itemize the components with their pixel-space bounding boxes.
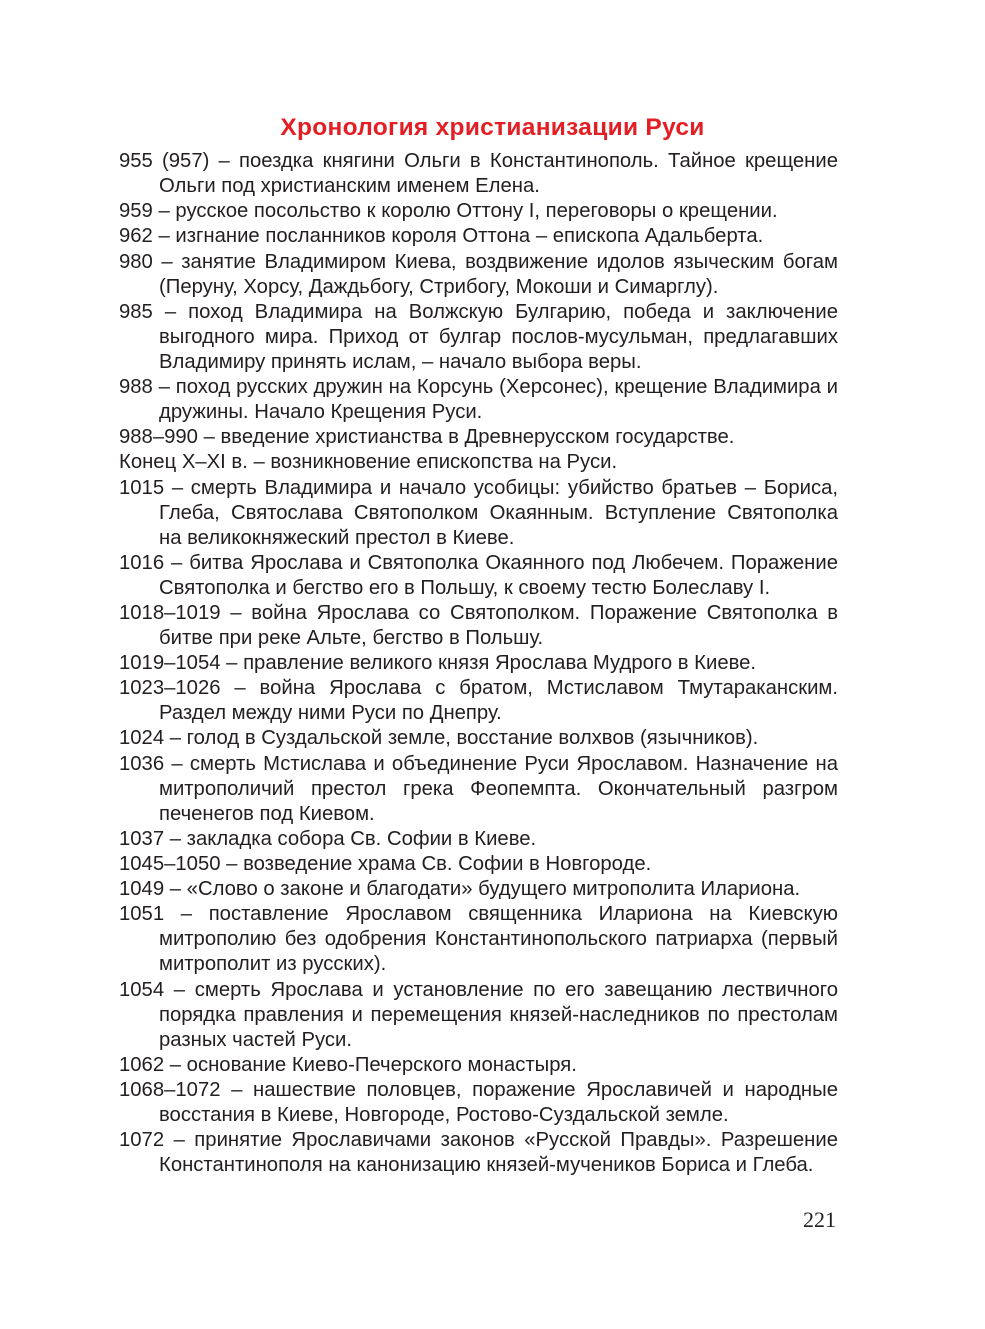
chronology-entry-1068-1072: 1068–1072 – нашествие половцев, поражение Ярославичей и народные восстания в Киеве, Новгороде, Ростово-Суздальской земле. xyxy=(119,1078,838,1126)
chronology-entry-1018-1019: 1018–1019 – война Ярослава со Святополком. Поражение Святополка в битве при реке Альте, бегство в Польшу. xyxy=(119,601,838,649)
chronology-entry-1054: 1054 – смерть Ярослава и установление по его завещанию лествичного порядка правления и перемещения князей-наследников по престолам разных частей Руси. xyxy=(119,978,838,1051)
page-number: 221 xyxy=(803,1207,836,1232)
chronology-entry-980: 980 – занятие Владимиром Киева, воздвижение идолов языческим богам (Перуну, Хорсу, Даждьбогу, Стрибогу, Мокоши и Симарглу). xyxy=(119,250,838,298)
chronology-entry-1016: 1016 – битва Ярослава и Святополка Окаянного под Любечем. Поражение Святополка и бегство его в Польшу, к своему тестю Болеславу I. xyxy=(119,551,838,599)
chronology-entry-1023-1026: 1023–1026 – война Ярослава с братом, Мстиславом Тмутараканским. Раздел между ними Руси по Днепру. xyxy=(119,677,838,725)
chronology-entry-1015: 1015 – смерть Владимира и начало усобицы: убийство братьев – Бориса, Глеба, Святослава Святополком Окаянным. Вступление Святополка на великокняжеский престол в Киеве. xyxy=(119,476,838,549)
chronology-entry-1036: 1036 – смерть Мстислава и объединение Руси Ярославом. Назначение на митрополичий престол грека Феопемпта. Окончательный разгром печенегов под Киевом. xyxy=(119,752,838,825)
chronology-entry-1062: 1062 – основание Киево-Печерского монастыря. xyxy=(119,1053,577,1076)
chronology-entry-1049: 1049 – «Слово о законе и благодати» будущего митрополита Илариона. xyxy=(119,878,801,901)
chronology-entry-955: 955 (957) – поездка княгини Ольги в Константинополь. Тайное крещение Ольги под христианским именем Елена. xyxy=(119,150,838,197)
chronology-entry-1019-1054: 1019–1054 – правление великого князя Ярослава Мудрого в Киеве. xyxy=(119,652,757,675)
chronology-entry-985: 985 – поход Владимира на Волжскую Булгарию, победа и заключение выгодного мира. Приход от булгар послов-мусульман, предлагавших Владимиру принять ислам, – начало выбора веры. xyxy=(119,300,838,373)
chronology-entry-late-x-xi: Конец X–XI в. – возникновение епископства на Руси. xyxy=(119,451,618,474)
chronology-entry-988: 988 – поход русских дружин на Корсунь (Херсонес), крещение Владимира и дружины. Начало Крещения Руси. xyxy=(119,375,838,423)
chronology-entry-1072: 1072 – принятие Ярославичами законов «Русской Правды». Разрешение Константинополя на канонизацию князей-мучеников Бориса и Глеба. xyxy=(119,1129,838,1177)
chronology-list xyxy=(119,149,838,1178)
chronology-entry-962: 962 – изгнание посланников короля Оттона – епископа Адальберта. xyxy=(119,225,764,248)
chronology-entry-1024: 1024 – голод в Суздальской земле, восстание волхвов (язычников). xyxy=(119,727,759,750)
chronology-entry-988-990: 988–990 – введение христианства в Древнерусском государстве. xyxy=(119,426,735,449)
chronology-entry-1051: 1051 – поставление Ярославом священника Илариона на Киевскую митрополию без одобрения Константинопольского патриарха (первый митрополит из русских). xyxy=(119,903,838,976)
chronology-entry-959: 959 – русское посольство к королю Оттону I, переговоры о крещении. xyxy=(119,200,778,223)
chronology-entry-1045-1050: 1045–1050 – возведение храма Св. Софии в Новгороде. xyxy=(119,853,652,875)
chronology-entry-1037: 1037 – закладка собора Св. Софии в Киеве. xyxy=(119,827,537,850)
page-title: Хронология христианизации Руси xyxy=(280,114,705,141)
